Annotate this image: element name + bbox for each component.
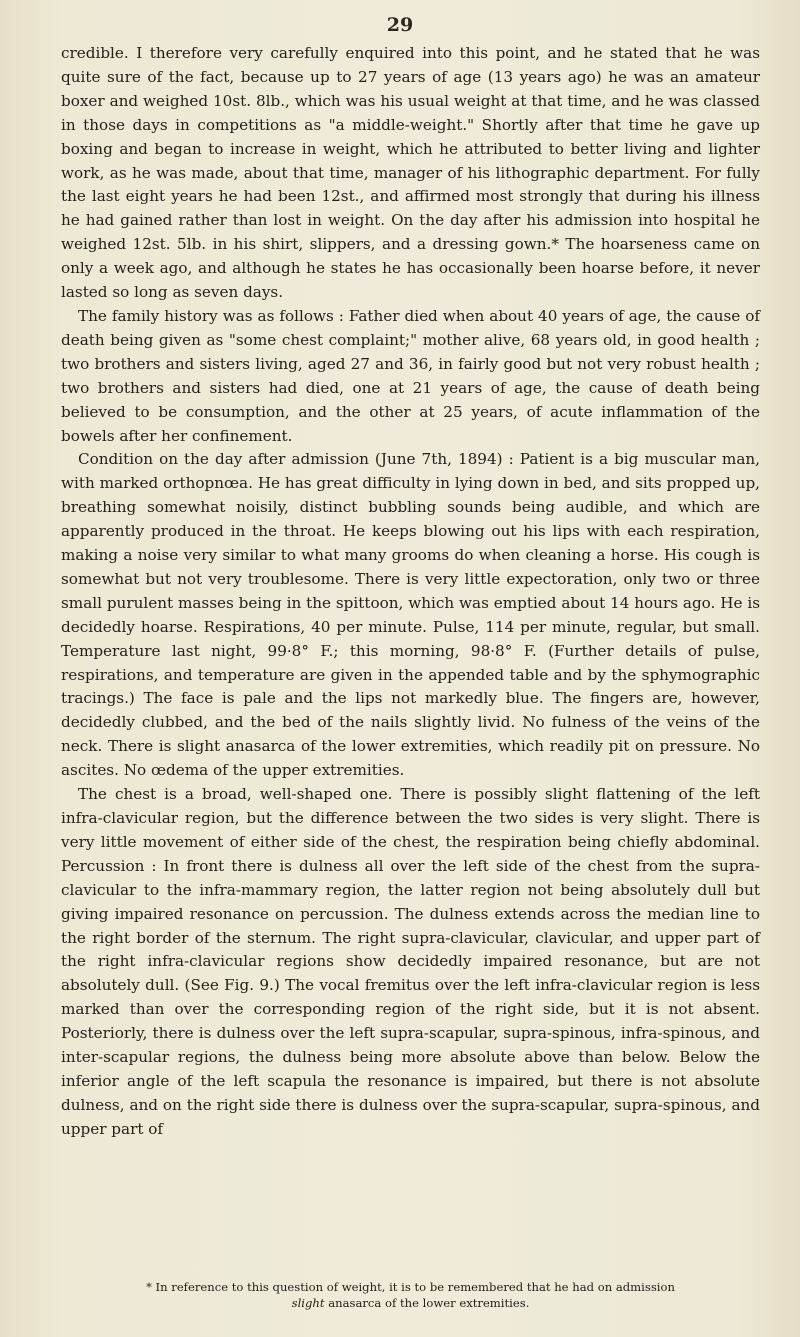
paragraph-condition-on-admission: Condition on the day after admission (June 7th, 1894) : Patient is a big muscular man, with marked orthopnœa. He has great difficulty in lying down in bed, and sits propped up, breathing somewhat noisily, distinct bubbling sounds being audible, and which are apparently produced in the throat. He keeps blowing out his lips with each respiration, making a noise very similar to what many grooms do when cleaning a horse. His cough is somewhat but not very troublesome. There is very little expectoration, only two or three small purulent masses being in the spittoon, which was emptied about 14 hours ago. He is decidedly hoarse. Respirations, 40 per minute. Pulse, 114 per minute, regular, but small. Temperature last night, 99·8° F.; this morning, 98·8° F. (Further details of pulse, respirations, and temperature are given in the appended table and by the sphymographic tracings.) The face is pale and the lips not markedly blue. The fingers are, however, decidedly clubbed, and the bed of the nails slightly livid. No fulness of the veins of the neck. There is slight anasarca of the lower extremities, which readily pit on pressure. No ascites. No œdema of the upper extremities. [61, 450, 760, 780]
paragraph-chest-examination: The chest is a broad, well-shaped one. There is possibly slight flattening of the left infra-clavicular region, but the difference between the two sides is very slight. There is very little movement of either side of the chest, the respiration being chiefly abdominal. Percussion : In front there is dulness all over the left side of the chest from the supra-clavicular to the infra-mammary region, the latter region not being absolutely dull but giving impaired resonance on percussion. The dulness extends across the median line to the right border of the sternum. The right supra-clavicular, clavicular, and upper part of the right infra-clavicular regions show decidedly impaired resonance, but are not absolutely dull. (See Fig. 9.) The vocal fremitus over the left infra-clavicular region is less marked than over the corresponding region of the right side, but it is not absent. Posteriorly, there is dulness over the left supra-scapular, supra-spinous, infra-spinous, and inter-scapular regions, the dulness being more absolute above than below. Below the inferior angle of the left scapula the resonance is impaired, but there is not absolute dulness, and on the right side there is dulness over the supra-scapular, supra-spinous, and upper part of [61, 785, 760, 1138]
footnote-emphasis: slight [291, 1296, 325, 1310]
footnote-line-2 [61, 1295, 760, 1311]
page-number: 29 [386, 14, 414, 36]
footnote-line-1: * In reference to this question of weight, it is to be remembered that he had on admission [146, 1280, 675, 1294]
body-text [61, 42, 760, 1142]
paragraph-family-history: The family history was as follows : Father died when about 40 years of age, the cause of death being given as "some chest complaint;" mother alive, 68 years old, in good health ; two brothers and sisters living, aged 27 and 36, in fairly good but not very robust health ; two brothers and sisters had died, one at 21 years of age, the cause of death being believed to be consumption, and the other at 25 years, of acute inflammation of the bowels after her confinement. [61, 306, 760, 445]
paragraph-weight-history: credible. I therefore very carefully enquired into this point, and he stated that he was quite sure of the fact, because up to 27 years of age (13 years ago) he was an amateur boxer and weighed 10st. 8lb., which was his usual weight at that time, and he was classed in those days in competitions as "a middle-weight." Shortly after that time he gave up boxing and began to increase in weight, which he attributed to better living and lighter work, as he was made, about that time, manager of his lithographic department. For fully the last eight years he had been 12st., and affirmed most strongly that during his illness he had gained rather than lost in weight. On the day after his admission into hospital he weighed 12st. 5lb. in his shirt, slippers, and a dressing gown.* The hoarseness came on only a week ago, and although he states he has occasionally been hoarse before, it never lasted so long as seven days. [61, 44, 760, 302]
footnote-line-2-text: anasarca of the lower extremities. [324, 1296, 530, 1310]
footnote [61, 1279, 760, 1311]
